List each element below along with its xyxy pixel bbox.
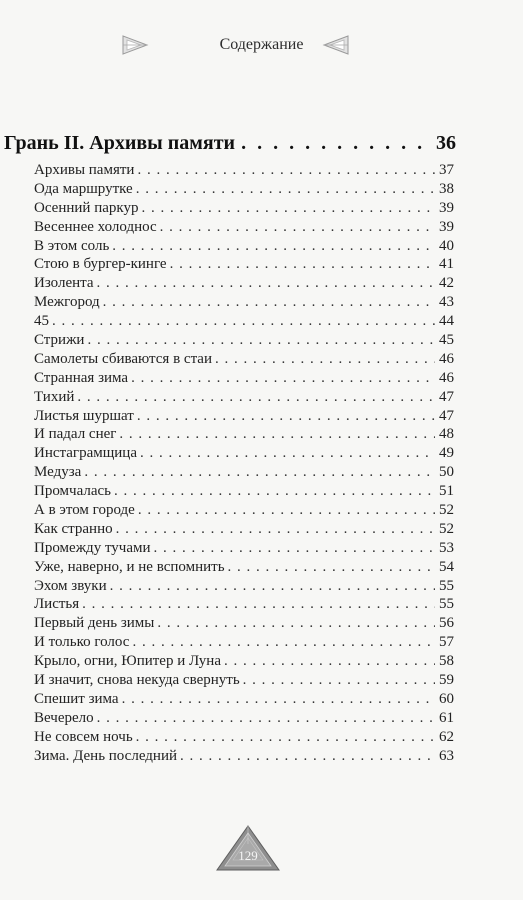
- toc-entry-title: Как странно: [34, 520, 113, 537]
- toc-entry-page-number: 44: [439, 313, 454, 330]
- toc-entry-title: Вечерело: [34, 709, 94, 726]
- toc-entry-title: Уже, наверно, и не вспомнить: [34, 558, 225, 575]
- toc-entry-page-number: 47: [439, 388, 454, 405]
- toc-entry-title: Тихий: [34, 388, 75, 405]
- running-head: [0, 34, 523, 58]
- dot-leader: [141, 199, 435, 218]
- toc-entry-title: Межгород: [34, 294, 100, 311]
- toc-entry: [34, 577, 454, 596]
- toc-entry: [34, 274, 454, 293]
- toc-entry-page-number: 47: [439, 407, 454, 424]
- toc-entry-title: Изолента: [34, 275, 94, 292]
- toc-entry-page-number: 61: [439, 709, 454, 726]
- toc-entry-page-number: 41: [439, 256, 454, 273]
- toc-entry-title: И только голос: [34, 634, 130, 651]
- toc-entry-title: Медуза: [34, 464, 82, 481]
- dot-leader: [131, 369, 435, 388]
- dot-leader: [154, 539, 435, 558]
- toc-entry-title: И падал снег: [34, 426, 117, 443]
- toc-entry: [34, 255, 454, 274]
- dot-leader: [97, 709, 435, 728]
- dot-leader: [119, 425, 435, 444]
- dot-leader: [112, 237, 435, 256]
- toc-entry-title: Стою в бургер-кинге: [34, 256, 167, 273]
- dot-leader: [84, 463, 435, 482]
- toc-entry: [34, 425, 454, 444]
- toc-entry-page-number: 53: [439, 539, 454, 556]
- dot-leader: [180, 747, 435, 766]
- toc-list: [34, 161, 454, 766]
- dot-leader: [82, 595, 435, 614]
- toc-entry-title: Промежду тучами: [34, 539, 151, 556]
- toc-entry: [34, 350, 454, 369]
- toc-entry-page-number: 43: [439, 294, 454, 311]
- dot-leader: [110, 577, 435, 596]
- toc-entry-page-number: 56: [439, 615, 454, 632]
- page-folio: [213, 824, 283, 872]
- toc-entry-page-number: 37: [439, 162, 454, 178]
- toc-entry-title: И значит, снова некуда свернуть: [34, 672, 240, 689]
- toc-entry-page-number: 46: [439, 350, 454, 367]
- dot-leader: [137, 161, 435, 180]
- dot-leader: [228, 558, 435, 577]
- toc-entry-page-number: 62: [439, 728, 454, 745]
- toc-entry-title: Архивы памяти: [34, 162, 135, 178]
- toc-entry: [34, 369, 454, 388]
- dot-leader: [241, 132, 432, 155]
- dot-leader: [97, 274, 435, 293]
- toc-entry-title: Спешит зима: [34, 690, 119, 707]
- toc-entry: [34, 463, 454, 482]
- toc-entry-title: Зима. День последний: [34, 747, 177, 764]
- triangle-ornament-icon: [322, 34, 350, 56]
- toc-entry: [34, 652, 454, 671]
- toc-entry: [34, 595, 454, 614]
- toc-entry: [34, 633, 454, 652]
- toc-entry: [34, 747, 454, 766]
- toc-entry: [34, 539, 454, 558]
- toc-entry: [34, 444, 454, 463]
- toc-entry-title: Первый день зимы: [34, 615, 155, 632]
- toc-entry: [34, 293, 454, 312]
- toc-entry: [34, 331, 454, 350]
- toc-entry-title: Весеннее холоднос: [34, 218, 157, 235]
- toc-entry: [34, 161, 454, 180]
- toc-entry: [34, 199, 454, 218]
- toc-entry: [34, 482, 454, 501]
- toc-entry-page-number: 63: [439, 747, 454, 764]
- toc-entry-title: Не совсем ночь: [34, 728, 133, 745]
- dot-leader: [136, 728, 435, 747]
- dot-leader: [136, 180, 435, 199]
- dot-leader: [215, 350, 435, 369]
- dot-leader: [114, 482, 435, 501]
- toc-entry-page-number: 50: [439, 464, 454, 481]
- toc-entry-title: Крыло, огни, Юпитер и Луна: [34, 653, 221, 670]
- toc-entry: [34, 501, 454, 520]
- section-page-number: 36: [436, 132, 456, 154]
- toc-section-heading: [4, 132, 456, 158]
- toc-entry-page-number: 46: [439, 369, 454, 386]
- toc-entry-title: Листья шуршат: [34, 407, 134, 424]
- dot-leader: [77, 388, 435, 407]
- dot-leader: [157, 614, 435, 633]
- toc-entry: [34, 614, 454, 633]
- toc-entry-page-number: 39: [439, 218, 454, 235]
- dot-leader: [116, 520, 435, 539]
- dot-leader: [140, 444, 435, 463]
- dot-leader: [122, 690, 435, 709]
- toc-entry: [34, 709, 454, 728]
- toc-entry-page-number: 51: [439, 483, 454, 500]
- toc-entry-page-number: 40: [439, 237, 454, 254]
- toc-entry-page-number: 60: [439, 690, 454, 707]
- toc-entry-page-number: 55: [439, 577, 454, 594]
- toc-entry-page-number: 39: [439, 199, 454, 216]
- toc-entry-page-number: 59: [439, 672, 454, 689]
- toc-entry-page-number: 45: [439, 332, 454, 349]
- toc-entry: [34, 671, 454, 690]
- toc-entry: [34, 180, 454, 199]
- toc-entry-title: Осенний паркур: [34, 199, 139, 216]
- toc-entry: [34, 218, 454, 237]
- toc-entry-page-number: 42: [439, 275, 454, 292]
- dot-leader: [243, 671, 435, 690]
- dot-leader: [52, 312, 435, 331]
- toc-entry-page-number: 48: [439, 426, 454, 443]
- toc-entry-title: Ода маршрутке: [34, 180, 133, 197]
- dot-leader: [138, 501, 435, 520]
- toc-entry-page-number: 57: [439, 634, 454, 651]
- toc-entry-page-number: 54: [439, 558, 454, 575]
- toc-entry-title: Самолеты сбиваются в стаи: [34, 350, 212, 367]
- toc-entry-title: Листья: [34, 596, 80, 613]
- dot-leader: [132, 633, 435, 652]
- running-head-title: Содержание: [219, 36, 304, 53]
- toc-entry: [34, 312, 454, 331]
- toc-entry-page-number: 52: [439, 502, 454, 519]
- page-number: 129: [238, 848, 258, 863]
- toc-entry: [34, 407, 454, 426]
- dot-leader: [160, 218, 435, 237]
- dot-leader: [87, 331, 435, 350]
- dot-leader: [137, 407, 435, 426]
- toc-entry-title: В этом соль: [34, 237, 110, 254]
- toc-entry: [34, 728, 454, 747]
- toc-entry: [34, 237, 454, 256]
- toc-entry: [34, 690, 454, 709]
- toc-entry-title: Странная зима: [34, 369, 129, 386]
- toc-entry-page-number: 52: [439, 520, 454, 537]
- dot-leader: [103, 293, 435, 312]
- section-title: Грань II. Архивы памяти: [4, 132, 236, 154]
- dot-leader: [170, 255, 435, 274]
- dot-leader: [224, 652, 435, 671]
- toc-entry-title: Эхом звуки: [34, 577, 107, 594]
- toc-entry: [34, 558, 454, 577]
- toc-entry: [34, 520, 454, 539]
- toc-entry: [34, 388, 454, 407]
- toc-entry-title: Промчалась: [34, 483, 112, 500]
- toc-entry-title: 45: [34, 313, 49, 330]
- toc-entry-page-number: 55: [439, 596, 454, 613]
- toc-entry-page-number: 49: [439, 445, 454, 462]
- toc-entry-title: Инстаграмщица: [34, 445, 137, 462]
- toc-entry-page-number: 38: [439, 180, 454, 197]
- toc-entry-title: Стрижи: [34, 332, 85, 349]
- toc-entry-page-number: 58: [439, 653, 454, 670]
- toc-entry-title: А в этом городе: [34, 502, 135, 519]
